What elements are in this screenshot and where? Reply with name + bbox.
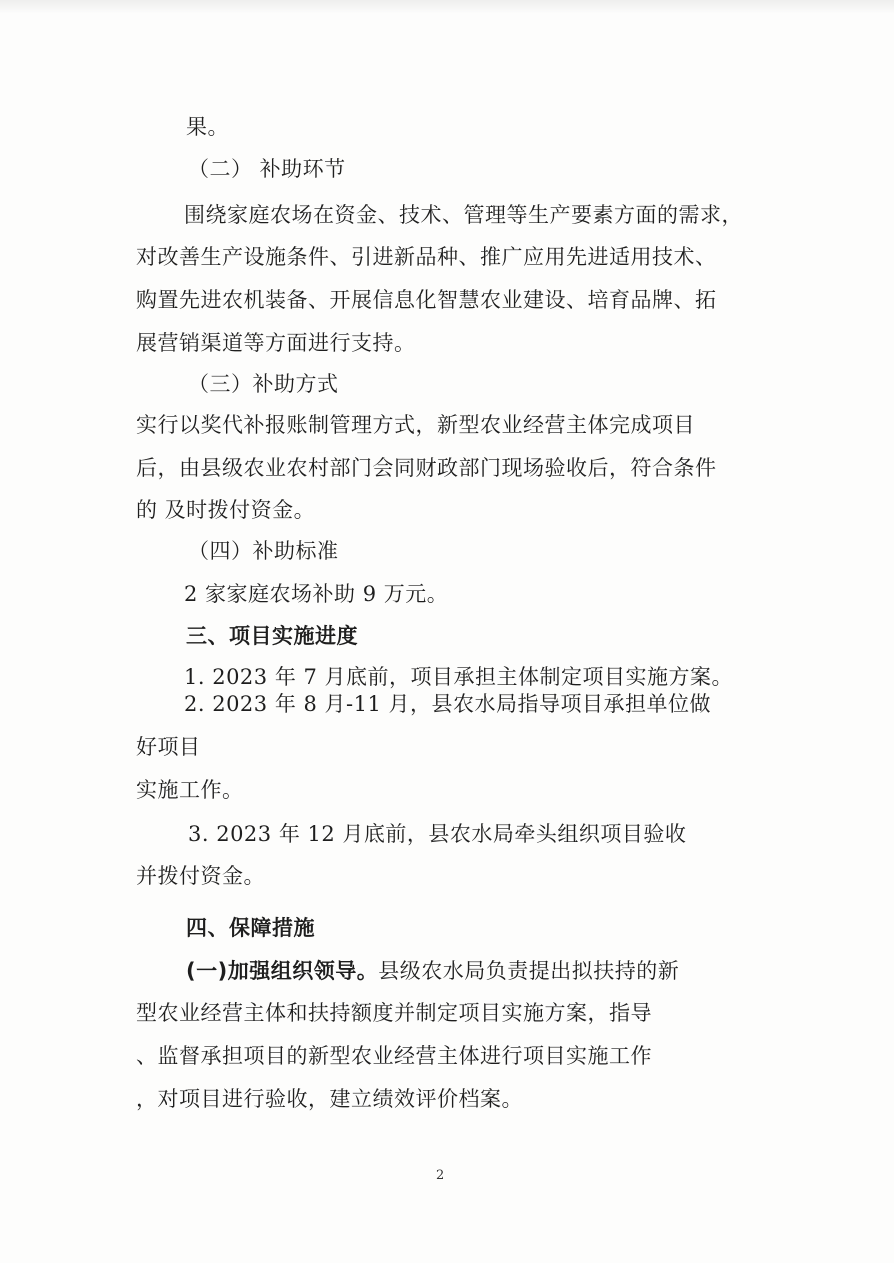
subheading-subsidy-stage: （二） 补助环节 <box>188 157 346 181</box>
section-heading-safeguard-measures: 四、保障措施 <box>186 916 315 940</box>
text-line-23: 、监督承担项目的新型农业经营主体进行项目实施工作 <box>136 1044 652 1068</box>
text-line-16: 好项目 <box>136 735 201 759</box>
text-line-5: 购置先进农机装备、开展信息化智慧农业建设、培育品牌、拓 <box>136 288 717 312</box>
text-line-14: 1. 2023 年 7 月底前，项目承担主体制定项目实施方案。 <box>184 665 734 689</box>
text-line-6: 展营销渠道等方面进行支持。 <box>136 331 416 355</box>
text-line-9: 后，由县级农业农村部门会同财政部门现场验收后，符合条件 <box>136 456 717 480</box>
text-line-3: 围绕家庭农场在资金、技术、管理等生产要素方面的需求， <box>184 203 743 227</box>
page-number: 2 <box>436 1168 445 1183</box>
text-line-4: 对改善生产设施条件、引进新品种、推广应用先进适用技术、 <box>136 245 717 269</box>
text-line-21 <box>186 957 679 985</box>
section-heading-implementation-schedule: 三、项目实施进度 <box>186 624 358 648</box>
scan-edge-shadow <box>0 0 894 14</box>
text-line-18: 3. 2023 年 12 月底前，县农水局牵头组织项目验收 <box>188 822 687 846</box>
text-line-24: ，对项目进行验收，建立绩效评价档案。 <box>136 1087 523 1111</box>
subheading-subsidy-method: （三）补助方式 <box>188 372 339 396</box>
text-line-21-rest: 县级农水局负责提出拟扶持的新 <box>378 959 680 983</box>
text-line-10: 的 及时拨付资金。 <box>136 498 316 522</box>
text-line-22: 型农业经营主体和扶持额度并制定项目实施方案，指导 <box>136 1001 652 1025</box>
text-line-17: 实施工作。 <box>136 778 244 802</box>
text-line-12: 2 家家庭农场补助 9 万元。 <box>184 582 449 606</box>
text-line-1: 果。 <box>186 115 229 139</box>
bold-run-strengthen-leadership: (一)加强组织领导。 <box>186 959 379 983</box>
text-line-19: 并拨付资金。 <box>136 864 265 888</box>
text-line-8: 实行以奖代补报账制管理方式，新型农业经营主体完成项目 <box>136 413 695 437</box>
subheading-subsidy-standard: （四）补助标准 <box>188 539 339 563</box>
text-line-15: 2. 2023 年 8 月-11 月，县农水局指导项目承担单位做 <box>184 692 712 716</box>
